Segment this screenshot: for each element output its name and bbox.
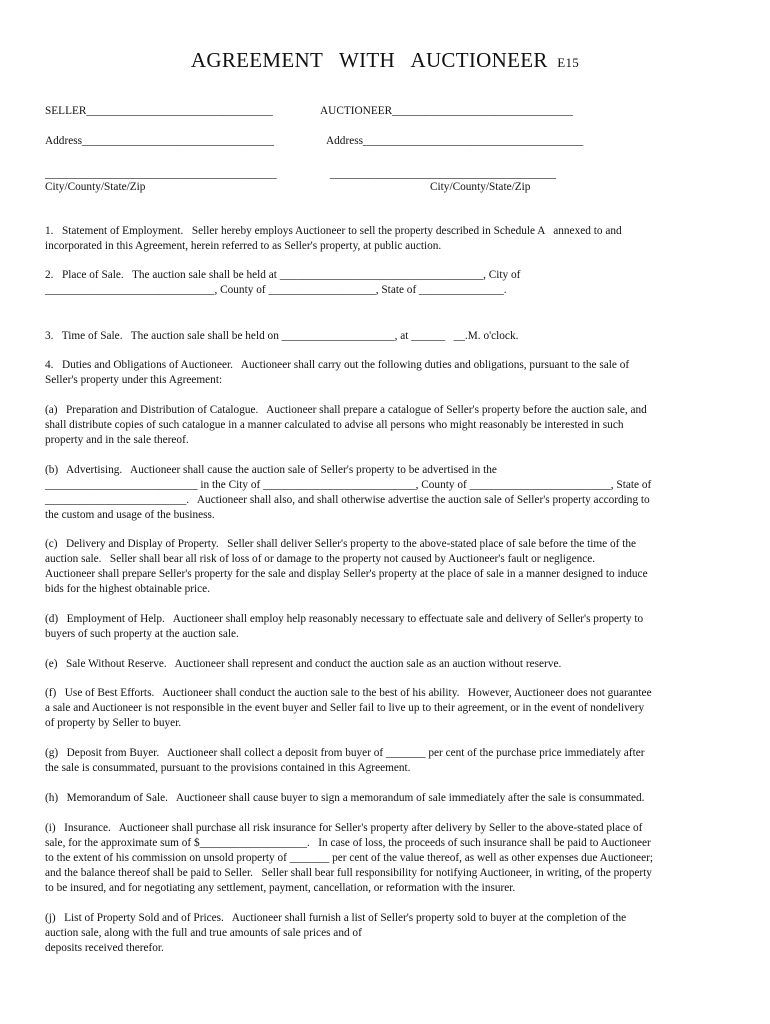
paragraph-line: (i) Insurance. Auctioneer shall purchase all risk insurance for Seller's property after delivery by Seller to the above-stated place of: [45, 822, 643, 834]
section-statement-of-employment: [45, 224, 725, 254]
paragraph-line: (h) Memorandum of Sale. Auctioneer shall cause buyer to sign a memorandum of sale immediately after the sale is consummated.: [45, 792, 645, 804]
paragraph-line: auction sale, along with the full and true amounts of sale prices and of: [45, 927, 362, 939]
clause-h-memorandum-of-sale: [45, 791, 725, 806]
paragraph-line: shall distribute copies of such catalogue in a manner calculated to advise all persons who might reasonably be interested in such: [45, 419, 624, 431]
paragraph-line: Auctioneer shall prepare Seller's property for the sale and display Seller's property at the place of sale in a manner designed to induce: [45, 568, 648, 580]
paragraph-line: property and in the sale thereof.: [45, 434, 189, 446]
clause-g-deposit-from-buyer: [45, 746, 725, 776]
section-place-of-sale: [45, 268, 725, 298]
seller-city-blank[interactable]: _________________________________________: [45, 168, 277, 180]
seller-address-field[interactable]: Address__________________________________: [45, 135, 275, 147]
clause-c-delivery-display: [45, 537, 725, 597]
paragraph-line: the custom and usage of the business.: [45, 509, 215, 521]
clause-b-advertising: [45, 463, 725, 523]
paragraph-line: 3. Time of Sale. The auction sale shall be held on ____________________, at ______ __.M. o'clock.: [45, 330, 519, 342]
paragraph-line: (d) Employment of Help. Auctioneer shall employ help reasonably necessary to effectuate sale and delivery of Seller's property to: [45, 613, 644, 625]
document-title-row: [0, 48, 770, 73]
paragraph-line: deposits received therefor.: [45, 942, 164, 954]
clause-f-best-efforts: [45, 686, 725, 731]
paragraph-line: to the extent of his commission on unsold property of _______ per cent of the value thereof, as well as other expenses due Auctioneer;: [45, 852, 653, 864]
paragraph-line: Seller's property under this Agreement:: [45, 374, 223, 386]
seller-city-label: City/County/State/Zip: [45, 181, 146, 193]
auctioneer-address-field[interactable]: Address_______________________________________: [326, 135, 584, 147]
paragraph-line: bids for the highest obtainable price.: [45, 583, 211, 595]
paragraph-line: sale, for the approximate sum of $___________________. In case of loss, the proceeds of such insurance shall be paid to Auctioneer: [45, 837, 651, 849]
paragraph-line: (e) Sale Without Reserve. Auctioneer shall represent and conduct the auction sale as an auction without reserve.: [45, 658, 562, 670]
section-duties-of-auctioneer: [45, 358, 725, 388]
paragraph-line: and the balance thereof shall be paid to Seller. Seller shall bear full responsibility for notifying Auctioneer, in writing, of the property: [45, 867, 652, 879]
paragraph-line: 2. Place of Sale. The auction sale shall be held at ____________________________________, City of: [45, 269, 521, 281]
paragraph-line: _________________________. Auctioneer shall also, and shall otherwise advertise the auction sale of Seller's property according to: [45, 494, 650, 506]
paragraph-line: (f) Use of Best Efforts. Auctioneer shall conduct the auction sale to the best of his ability. However, Auctioneer does not guarantee: [45, 687, 652, 699]
paragraph-line: incorporated in this Agreement, herein referred to as Seller's property, at public auction.: [45, 240, 442, 252]
clause-e-sale-without-reserve: [45, 657, 725, 672]
paragraph-line: the sale is consummated, pursuant to the provisions contained in this Agreement.: [45, 762, 411, 774]
paragraph-line: (b) Advertising. Auctioneer shall cause the auction sale of Seller's property to be advertised in the: [45, 464, 497, 476]
clause-i-insurance: [45, 821, 725, 896]
paragraph-line: 4. Duties and Obligations of Auctioneer. Auctioneer shall carry out the following duties and obligations, pursuant to the sale of: [45, 359, 630, 371]
auctioneer-city-label: City/County/State/Zip: [430, 181, 531, 193]
auctioneer-city-blank[interactable]: ________________________________________: [330, 168, 556, 180]
paragraph-line: (j) List of Property Sold and of Prices. Auctioneer shall furnish a list of Seller's property sold to buyer at the completion of the: [45, 912, 627, 924]
paragraph-line: (g) Deposit from Buyer. Auctioneer shall collect a deposit from buyer of _______ per cent of the purchase price immediately after: [45, 747, 645, 759]
seller-field[interactable]: SELLER_________________________________: [45, 105, 273, 117]
paragraph-line: (a) Preparation and Distribution of Catalogue. Auctioneer shall prepare a catalogue of Seller's property before the auction sale, and: [45, 404, 647, 416]
paragraph-line: (c) Delivery and Display of Property. Seller shall deliver Seller's property to the above-stated place of sale before the time of the: [45, 538, 637, 550]
paragraph-line: ______________________________, County of ___________________, State of _______________.: [45, 284, 507, 296]
section-time-of-sale: [45, 329, 725, 344]
paragraph-line: auction sale. Seller shall bear all risk of loss of or damage to the property not caused by Auctioneer's fault or negligence.: [45, 553, 596, 565]
paragraph-line: of property by Seller to buyer.: [45, 717, 182, 729]
document-title: AGREEMENT WITH AUCTIONEER: [190, 48, 548, 72]
clause-j-list-of-property: [45, 911, 725, 956]
paragraph-line: 1. Statement of Employment. Seller hereby employs Auctioneer to sell the property described in Schedule A annexed to and: [45, 225, 622, 237]
clause-a-catalogue: [45, 403, 725, 448]
paragraph-line: to be insured, and for negotiating any settlement, payment, cancellation, or reformation with the insurer.: [45, 882, 516, 894]
paragraph-line: a sale and Auctioneer is not responsible in the event buyer and Seller fail to live up to their agreement, or in the event of nondelivery: [45, 702, 645, 714]
auctioneer-field[interactable]: AUCTIONEER________________________________: [320, 105, 573, 117]
form-code: E15: [557, 55, 580, 70]
paragraph-line: buyers of such property at the auction sale.: [45, 628, 239, 640]
clause-d-employment-of-help: [45, 612, 725, 642]
paragraph-line: ___________________________ in the City of ___________________________, County of _________________________, State of: [45, 479, 652, 491]
